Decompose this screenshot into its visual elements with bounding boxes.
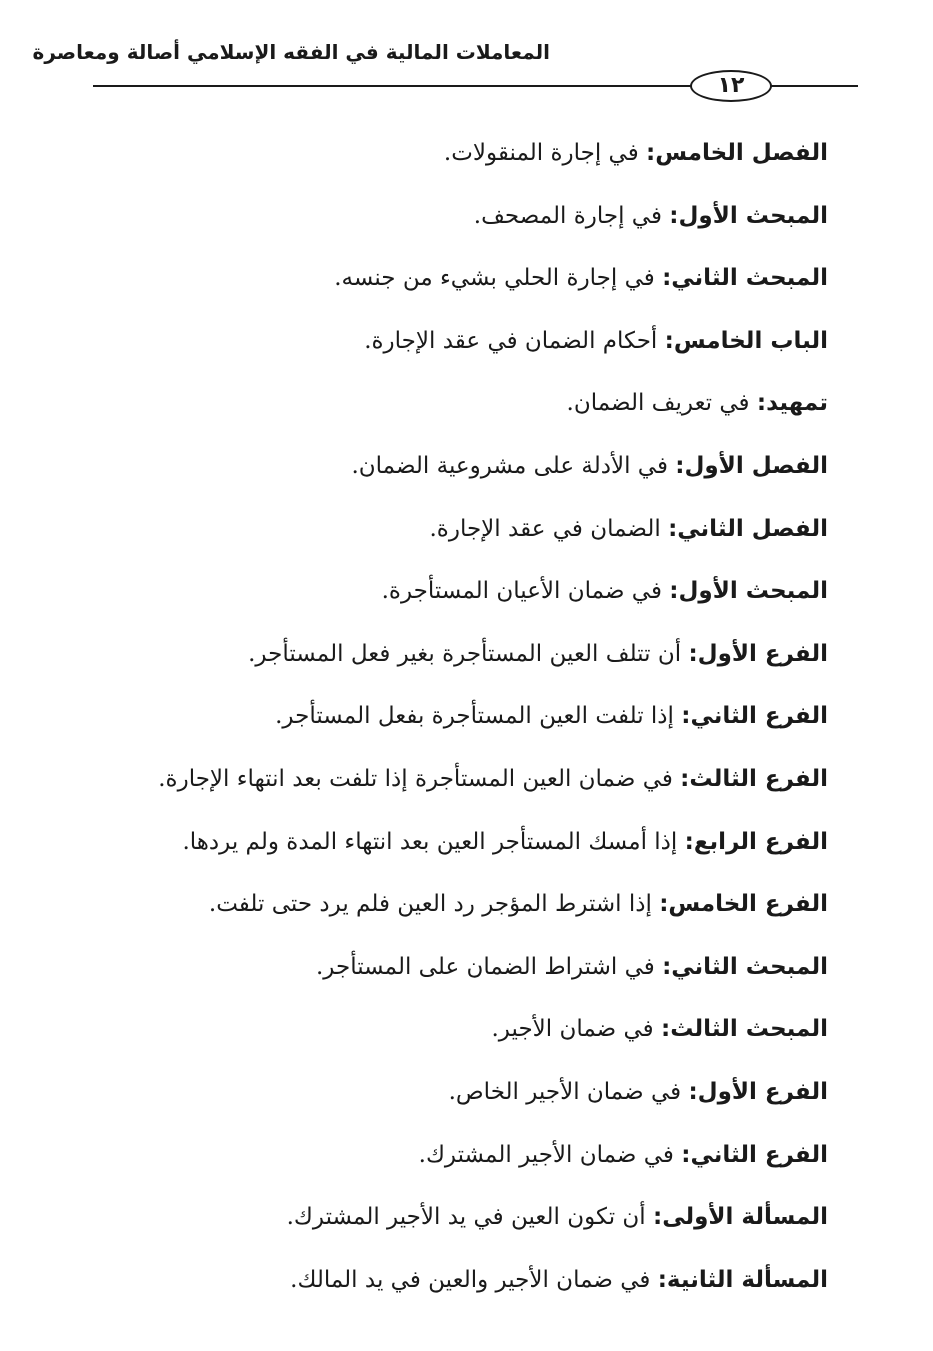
toc-entry-label: الفصل الأول: [675,452,828,479]
toc-entry [98,819,828,882]
toc-entry [98,693,828,756]
page-number: ١٢ [690,70,772,102]
toc-entry [98,318,828,381]
toc-entry [98,568,828,631]
toc-entry-label: الفرع الرابع: [684,828,828,855]
toc-entry-label: المسألة الأولى: [653,1204,828,1231]
toc-entry [98,506,828,569]
toc-entry-text: أحكام الضمان في عقد الإجارة. [364,327,665,354]
toc-entry-label: المبحث الأول: [669,202,828,229]
toc-entry-text: في ضمان الأجير والعين في يد المالك. [290,1266,658,1293]
toc-entry-text: في الأدلة على مشروعية الضمان. [351,452,676,479]
toc-entry-label: الفصل الخامس: [646,140,828,166]
toc-entry-text: في إجارة المصحف. [473,202,670,229]
toc-entry-text: في تعريف الضمان. [566,390,757,417]
toc-entry [98,1194,828,1257]
toc-entry-text: أن تتلف العين المستأجرة بغير فعل المستأجر. [248,640,689,667]
toc-entry-label: الفرع الثاني: [681,703,828,730]
toc-entry-text: في ضمان الأجير. [491,1016,661,1043]
toc-entry-text: في إجارة المنقولات. [443,140,647,166]
toc-entry-label: الباب الخامس: [664,327,828,354]
toc-entry-text: في اشتراط الضمان على المستأجر. [315,953,663,980]
toc-entry [98,443,828,506]
toc-entry-text: إذا تلفت العين المستأجرة بفعل المستأجر. [275,703,682,730]
toc-entry-text: إذا اشترط المؤجر رد العين فلم يرد حتى تلفت. [208,891,660,918]
toc-entry-label: المبحث الأول: [669,578,828,605]
toc-entry-text: في ضمان الأجير المشترك. [418,1141,682,1168]
table-of-contents [98,130,828,1319]
toc-entry [98,380,828,443]
toc-entry [98,193,828,256]
toc-entry [98,1257,828,1320]
toc-entry [98,1069,828,1132]
page-header [0,0,933,120]
toc-entry-text: في ضمان الأعيان المستأجرة. [381,578,670,605]
toc-entry [98,1006,828,1069]
toc-entry-label: المبحث الثاني: [662,953,828,980]
toc-entry [98,631,828,694]
toc-entry [98,255,828,318]
toc-entry-text: في ضمان الأجير الخاص. [448,1078,689,1105]
toc-entry-label: المبحث الثالث: [661,1016,828,1043]
toc-entry-text: في ضمان العين المستأجرة إذا تلفت بعد انتهاء الإجارة. [158,765,681,792]
toc-entry-text: إذا أمسك المستأجر العين بعد انتهاء المدة ولم يردها. [182,828,685,855]
toc-entry-label: المسألة الثانية: [657,1266,828,1293]
running-title: المعاملات المالية في الفقه الإسلامي أصالة ومعاصرة [32,40,550,64]
toc-entry-label: الفصل الثاني: [668,515,828,542]
toc-entry-text: في إجارة الحلي بشيء من جنسه. [334,265,663,292]
toc-entry-label: الفرع الأول: [688,640,828,667]
toc-entry-label: تمهيد: [756,390,828,417]
toc-entry-label: الفرع الثاني: [681,1141,828,1168]
toc-entry-label: الفرع الثالث: [680,765,828,792]
toc-entry-text: أن تكون العين في يد الأجير المشترك. [286,1204,654,1231]
toc-entry [98,1132,828,1195]
toc-entry [98,130,828,193]
toc-entry-label: الفرع الخامس: [659,891,828,918]
toc-entry [98,756,828,819]
toc-entry-label: الفرع الأول: [688,1078,828,1105]
toc-entry-text: الضمان في عقد الإجارة. [429,515,669,542]
toc-entry [98,944,828,1007]
toc-entry-label: المبحث الثاني: [662,265,828,292]
toc-entry [98,881,828,944]
